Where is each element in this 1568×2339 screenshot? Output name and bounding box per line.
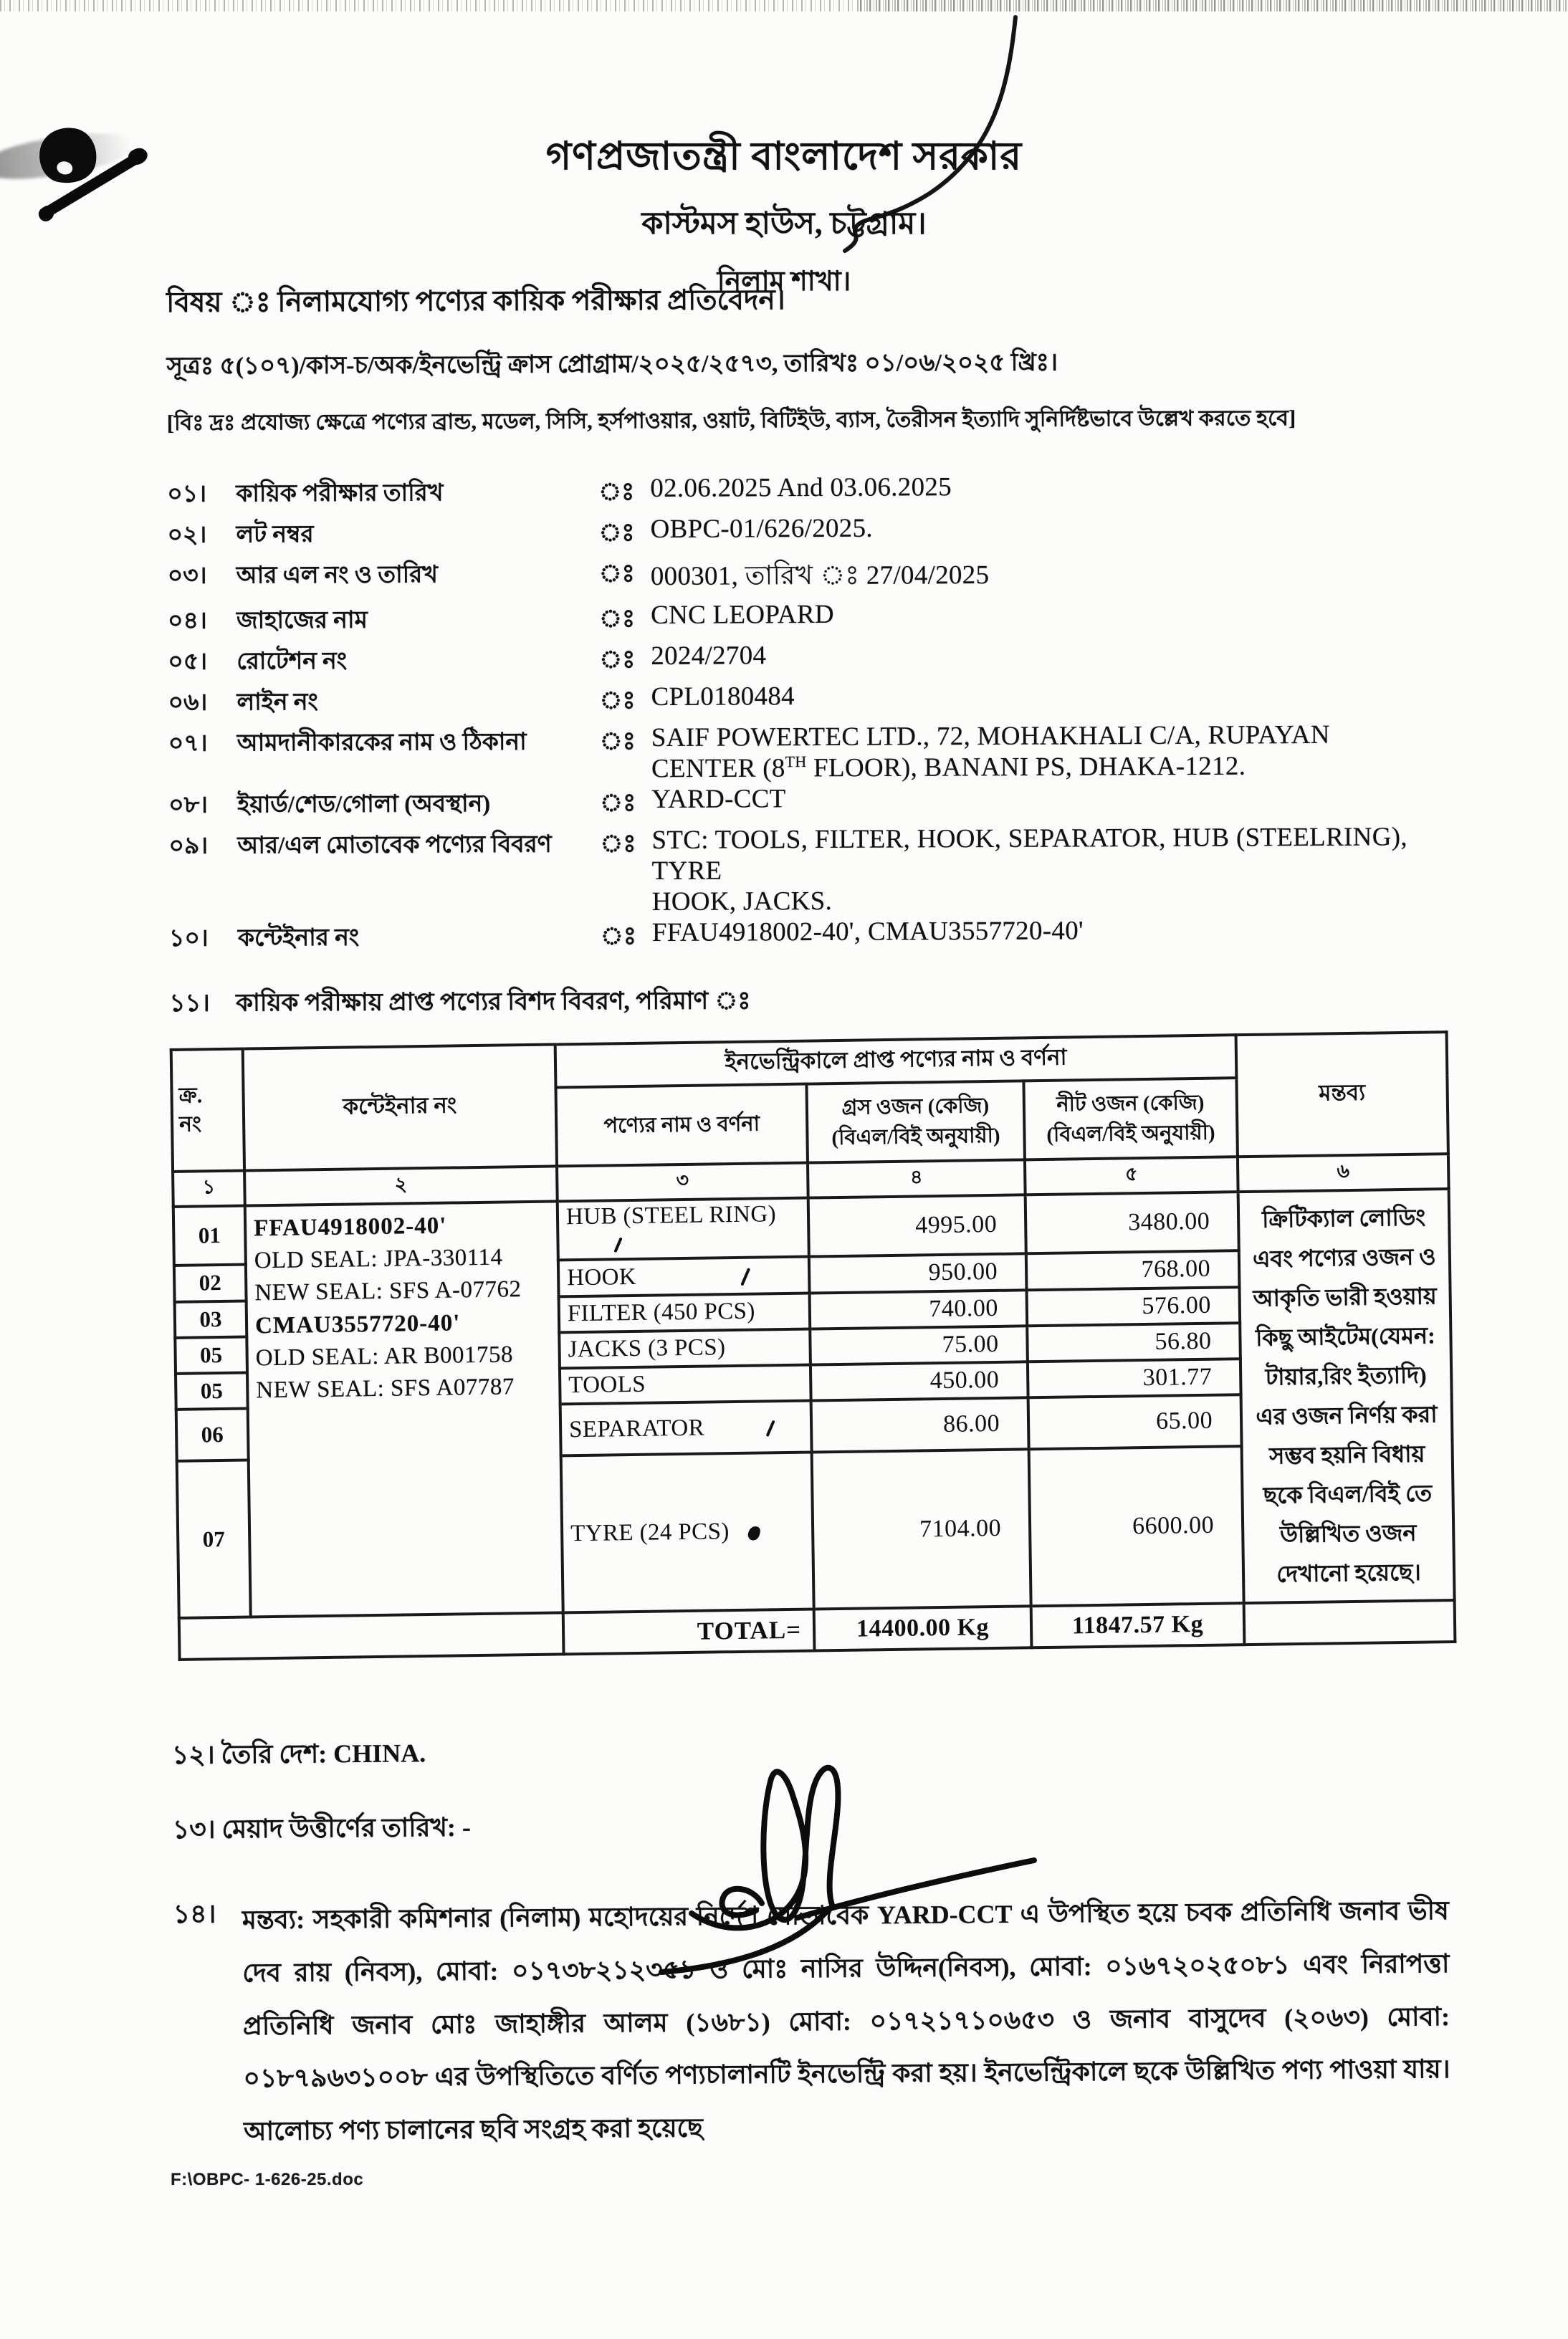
row-net: 3480.00 xyxy=(1026,1192,1239,1254)
branch-name: নিলাম শাখা। xyxy=(717,267,851,297)
field-value: CNC LEOPARD xyxy=(650,599,834,631)
field-value: 000301, তারিখ ঃ 27/04/2025 xyxy=(650,560,990,592)
total-net: 11847.57 Kg xyxy=(1031,1604,1245,1648)
field-value: FFAU4918002-40', CMAU3557720-40' xyxy=(651,916,1084,948)
field-label: লট নম্বর xyxy=(236,522,314,548)
importer-line2: CENTER (8TH FLOOR), BANANI PS, DHAKA-1212. xyxy=(651,751,1246,784)
pen-tick xyxy=(765,1420,775,1438)
note-expiry-date: ১৩। মেয়াদ উত্তীর্ণের তারিখ: - xyxy=(172,1812,472,1844)
field-label: রোটেশন নং xyxy=(236,648,348,675)
row-net: 6600.00 xyxy=(1029,1447,1244,1607)
office-name: কাস্টমস হাউস, চট্টগ্রাম। xyxy=(641,207,927,241)
field-colon: ঃ xyxy=(598,560,635,588)
field-lot-number xyxy=(167,510,1450,557)
field-label: কায়িক পরীক্ষার তারিখ xyxy=(236,480,444,507)
field-line-number xyxy=(168,678,1450,724)
field-colon: ঃ xyxy=(598,520,635,547)
container-line: NEW SEAL: SFS A07787 xyxy=(256,1374,515,1404)
field-no: ০১। xyxy=(167,481,207,507)
container-line: CMAU3557720-40' xyxy=(254,1310,461,1339)
pen-tick xyxy=(613,1237,622,1253)
row-net: 768.00 xyxy=(1026,1251,1240,1290)
field-no: ০৭। xyxy=(168,730,208,757)
goods-line2: HOOK, JACKS. xyxy=(651,886,833,917)
field-colon: ঃ xyxy=(599,728,636,755)
field-no: ০৮। xyxy=(168,793,208,819)
field-colon: ঃ xyxy=(598,606,636,633)
header-sl: ক্র. নং xyxy=(171,1049,244,1172)
row-sl: 07 xyxy=(177,1460,251,1618)
field-value: OBPC-01/626/2025. xyxy=(650,513,873,545)
col-number: ৩ xyxy=(557,1163,808,1202)
file-path-footer: F:\OBPC- 1-626-25.doc xyxy=(171,2170,364,2189)
field-no: ০৪। xyxy=(167,608,207,634)
row-sl: 06 xyxy=(176,1409,249,1462)
row-sl: 05 xyxy=(175,1337,247,1374)
field-rotation-number xyxy=(168,637,1450,684)
note-country-of-origin: ১২। তৈরি দেশ: CHINA. xyxy=(171,1738,426,1769)
field-colon: ঃ xyxy=(599,687,636,714)
total-label: TOTAL= xyxy=(563,1609,815,1655)
row-gross: 740.00 xyxy=(810,1290,1028,1329)
container-line: OLD SEAL: JPA-330114 xyxy=(254,1245,503,1274)
field-exam-date xyxy=(167,469,1450,516)
importer-line1: SAIF POWERTEC LTD., 72, MOHAKHALI C/A, RUPAYAN xyxy=(651,719,1330,753)
field-label: ইয়ার্ড/শেড/গোলা (অবস্থান) xyxy=(237,791,491,818)
row-net: 56.80 xyxy=(1027,1323,1240,1362)
inventory-table xyxy=(170,1030,1457,1661)
subject-line: বিষয় ঃ নিলামযোগ্য পণ্যের কায়িক পরীক্ষার প্রতিবেদন। xyxy=(166,284,785,318)
row-net: 576.00 xyxy=(1026,1287,1240,1326)
field-label: লাইন নং xyxy=(236,689,318,716)
col-number: ১ xyxy=(173,1171,245,1207)
row-gross: 86.00 xyxy=(811,1398,1029,1453)
row-sl: 02 xyxy=(174,1265,247,1302)
field-colon: ঃ xyxy=(600,831,636,858)
col-number: ২ xyxy=(244,1167,558,1206)
caption-no: ১১। xyxy=(169,990,210,1018)
field-value xyxy=(633,822,1452,918)
scan-noise-strip-right xyxy=(860,0,1568,11)
container-cell xyxy=(245,1202,563,1617)
header-net: নীট ওজন (কেজি) (বিএল/বিই অনুযায়ী) xyxy=(1023,1078,1238,1160)
reference-line: সূত্রঃ ৫(১০৭)/কাস-চ/অক/ইনভেন্ট্রি ক্রাস প্রোগ্রাম/২০২৫/২৫৭৩, তারিখঃ ০১/০৬/২০২৫ খ্রিঃ। xyxy=(166,349,1058,380)
col-number: ৬ xyxy=(1238,1154,1449,1192)
header-gross: গ্রস ওজন (কেজি) (বিএল/বিই অনুযায়ী) xyxy=(806,1081,1025,1163)
field-no: ০৫। xyxy=(168,649,208,675)
pen-tick xyxy=(740,1268,750,1286)
row-sl: 03 xyxy=(175,1301,247,1338)
field-no: ০৬। xyxy=(168,689,208,716)
pen-blob-tick xyxy=(747,1525,761,1541)
row-product: JACKS (3 PCS) xyxy=(559,1329,811,1369)
row-product: HOOK xyxy=(558,1257,810,1296)
row-sl: 01 xyxy=(173,1206,246,1266)
field-colon: ঃ xyxy=(598,479,635,506)
field-colon: ঃ xyxy=(600,790,636,817)
notice-line: [বিঃ দ্রঃ প্রযোজ্য ক্ষেত্রে পণ্যের ব্রান্ড, মডেল, সিসি, হর্সপাওয়ার, ওয়াট, বিটিইউ, ব্যাস, তৈরীসন ইত্যাদি সুনির্দিষ্টভাবে উল্লেখ করতে হবে] xyxy=(166,406,1296,435)
note14-number: ১৪। xyxy=(173,1899,216,1928)
total-gross: 14400.00 Kg xyxy=(814,1607,1032,1651)
table-caption xyxy=(169,980,1452,1026)
field-container-number xyxy=(169,914,1452,961)
field-no: ১০। xyxy=(168,926,209,952)
field-label: আমদানীকারকের নাম ও ঠিকানা xyxy=(236,729,527,757)
field-value: 2024/2704 xyxy=(651,641,767,671)
gov-title: গণপ্রজাতন্ত্রী বাংলাদেশ সরকার xyxy=(545,135,1023,178)
row-gross: 4995.00 xyxy=(808,1195,1026,1258)
field-label: আর/এল মোতাবেক পণ্যের বিবরণ xyxy=(237,831,552,859)
total-remarks-blank xyxy=(1244,1601,1455,1645)
goods-line1: STC: TOOLS, FILTER, HOOK, SEPARATOR, HUB (STEELRING), TYRE xyxy=(651,822,1407,886)
field-value: 02.06.2025 And 03.06.2025 xyxy=(650,472,952,504)
field-rl-number-date xyxy=(168,551,1450,602)
container-line: OLD SEAL: AR B001758 xyxy=(255,1341,514,1372)
field-no: ০৩। xyxy=(167,563,207,589)
container-line: FFAU4918002-40' xyxy=(253,1212,447,1242)
row-net: 301.77 xyxy=(1028,1359,1241,1397)
note14-text: মন্তব্য: সহকারী কমিশনার (নিলাম) মহোদয়ের নির্দেশ মোতাবেক YARD-CCT এ উপস্থিত হয়ে চবক প্রতিনিধি জনাব ভীষ দেব রায় (নিবস), মোবা: ০১৭৩৮২১২৩৫১ ও মোঃ নাসির উদ্দিন(নিবস), মোবা: ০১৬৭২০২৫০৮১ এবং নিরাপত্তা প্রতিনিধি জনাব মোঃ জাহাঙ্গীর আলম (১৬৮১) মোবা: ০১৭২১৭১০৬৫৩ ও জনাব বাসুদেব (২০৬৩) মোবা: ০১৮৭৯৬৩১০০৮ এর উপস্থিতিতে বর্ণিত পণ্যচালানটি ইনভেন্ট্রি করা হয়। ইনভেন্ট্রিকালে ছকে উল্লিখিত পণ্য পাওয়া যায়। আলোচ্য পণ্য চালানের ছবি সংগ্রহ করা হয়েছে xyxy=(242,1895,1450,2146)
field-label: কন্টেইনার নং xyxy=(237,925,360,952)
field-no: ০৯। xyxy=(168,833,209,860)
row-gross: 450.00 xyxy=(811,1362,1028,1401)
row-gross: 7104.00 xyxy=(812,1450,1031,1609)
field-importer-address xyxy=(168,719,1451,786)
field-value: CPL0180484 xyxy=(651,681,795,712)
row-product: FILTER (450 PCS) xyxy=(559,1293,811,1332)
remark-text: ক্রিটিক্যাল লোডিং এবং পণ্যের ওজন ও আকৃতি ভারী হওয়ায় কিছু আইটেম(যেমন: টায়ার,রিং ইত্যাদি) এর ওজন নির্ণয় করা সম্ভব হয়নি বিধায় ছকে বিএল/বিই তে উল্লিখিত ওজন দেখানো হয়েছে। xyxy=(1252,1204,1438,1588)
field-yard-location xyxy=(168,781,1451,828)
row-product: TOOLS xyxy=(560,1365,811,1405)
col-number: ৫ xyxy=(1025,1157,1238,1195)
row-net: 65.00 xyxy=(1028,1395,1242,1450)
field-colon: ঃ xyxy=(599,646,636,674)
signature-scribble xyxy=(649,1741,1050,1978)
remarks-cell xyxy=(1238,1189,1455,1603)
header-remarks: মন্তব্য xyxy=(1236,1032,1448,1157)
field-label: আর এল নং ও তারিখ xyxy=(236,562,438,589)
field-no: ০২। xyxy=(167,522,207,548)
row-product: SEPARATOR xyxy=(560,1401,812,1456)
total-blank-cell xyxy=(179,1613,564,1660)
col-number: ৪ xyxy=(808,1160,1026,1198)
header-product: পণ্যের নাম ও বর্ণনা xyxy=(555,1084,808,1167)
field-goods-description xyxy=(168,822,1452,920)
field-value xyxy=(633,719,1451,784)
row-gross: 950.00 xyxy=(809,1254,1027,1293)
field-list xyxy=(167,469,1452,960)
header-container: কন্টেইনার নং xyxy=(243,1045,557,1171)
row-gross: 75.00 xyxy=(810,1326,1028,1364)
row-sl: 05 xyxy=(176,1373,248,1410)
header-inventory-span: ইনভেন্ট্রিকালে প্রাপ্ত পণ্যের নাম ও বর্ণনা xyxy=(555,1035,1237,1088)
container-line: NEW SEAL: SFS A-07762 xyxy=(254,1276,522,1307)
field-colon: ঃ xyxy=(600,923,637,950)
caption-text: কায়িক পরীক্ষায় প্রাপ্ত পণ্যের বিশদ বিবরণ, পরিমাণ ঃ xyxy=(236,987,751,1017)
row-product: HUB (STEEL RING) xyxy=(558,1198,809,1261)
field-value: YARD-CCT xyxy=(651,784,786,815)
field-label: জাহাজের নাম xyxy=(236,607,368,634)
row-product: TYRE (24 PCS) xyxy=(561,1453,814,1613)
field-vessel-name xyxy=(168,596,1450,643)
